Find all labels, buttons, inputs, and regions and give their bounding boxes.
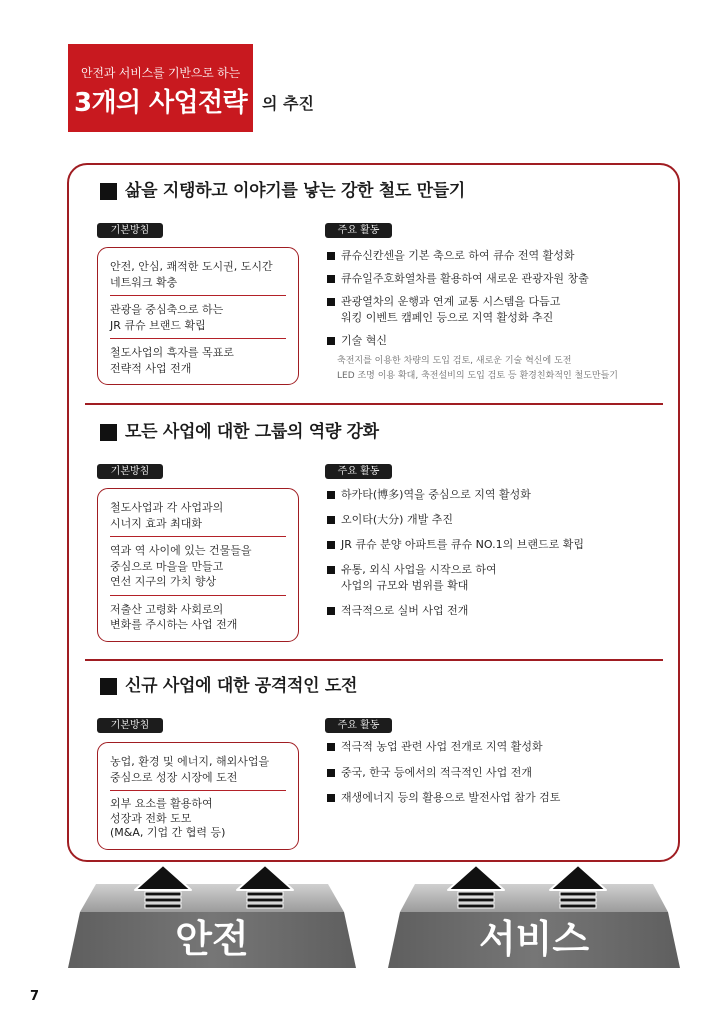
activity-text [341, 512, 453, 528]
activity-line: JR 큐슈 분양 아파트를 큐슈 NO.1의 브랜드로 확립 [341, 538, 584, 551]
activity-item [327, 562, 672, 594]
header-banner [68, 44, 253, 132]
arrow-stripe [247, 892, 283, 896]
activity-line: 큐슈일주호화열차를 활용하여 새로운 관광자원 창출 [341, 272, 589, 285]
square-bullet-icon [100, 424, 117, 441]
policy-box [97, 247, 299, 385]
policy-box [97, 488, 299, 642]
header-suffix: 의 추진 [262, 94, 314, 113]
policy-line: 철도사업과 각 사업과의 [110, 501, 224, 514]
section-divider [85, 659, 663, 661]
section-strong-railway [69, 180, 678, 412]
square-bullet-icon [327, 541, 335, 549]
policy-box [97, 742, 299, 850]
policy-tag: 기본방침 [97, 223, 163, 238]
activity-item [327, 537, 672, 553]
policy-line: 철도사업의 흑자를 목표로 [110, 346, 234, 359]
square-bullet-icon [327, 743, 335, 751]
activity-note [337, 354, 618, 384]
square-bullet-icon [327, 607, 335, 615]
activity-line: 유통, 외식 사업을 시작으로 하여 [341, 563, 497, 576]
activity-item [327, 765, 672, 781]
policy-line: 네트워크 확충 [110, 275, 178, 289]
safety-block-top [80, 884, 344, 912]
policy-item [110, 259, 286, 290]
section-title: 모든 사업에 대한 그룹의 역량 강화 [125, 422, 379, 442]
arrow-head [550, 865, 606, 890]
arrow-stripe [458, 904, 494, 908]
activity-line: 중국, 한국 등에서의 적극적인 사업 전개 [341, 765, 532, 779]
arrow-stripe [145, 904, 181, 908]
policy-line: 농업, 환경 및 에너지, 해외사업을 [110, 755, 270, 768]
policy-line: 안전, 안심, 쾌적한 도시권, 도시간 [110, 260, 273, 273]
section-group-capability [69, 421, 678, 653]
square-bullet-icon [327, 516, 335, 524]
policy-item [110, 500, 286, 531]
section-title: 신규 사업에 대한 공격적인 도전 [125, 676, 358, 696]
square-bullet-icon [327, 252, 335, 260]
square-bullet-icon [327, 275, 335, 283]
policy-line: 연선 지구의 가치 향상 [110, 575, 217, 588]
header-title: 3개의 사업전략 [73, 88, 248, 118]
section-title: 삶을 지탱하고 이야기를 낳는 강한 철도 만들기 [125, 181, 466, 201]
arrow-stripe [560, 892, 596, 896]
square-bullet-icon [327, 491, 335, 499]
note-line: LED 조명 이용 확대, 축전설비의 도입 검토 등 환경친화적인 철도만들기 [337, 371, 618, 381]
safety-block-label: 안전 [175, 917, 249, 961]
activity-item [327, 487, 672, 503]
activity-line: 관광열차의 운행과 연계 교통 시스템을 다듬고 [341, 295, 561, 308]
square-bullet-icon [327, 298, 335, 306]
strategy-frame [67, 163, 680, 862]
policy-item [110, 338, 286, 376]
square-bullet-icon [100, 183, 117, 200]
arrow-stripe [560, 904, 596, 908]
service-block [388, 884, 680, 968]
activity-text [341, 271, 589, 287]
arrow-stripe [560, 898, 596, 902]
section-title-row [100, 421, 379, 443]
activity-line: 사업의 규모와 범위를 확대 [341, 579, 469, 592]
policy-line: 관광을 중심축으로 하는 [110, 303, 224, 316]
policy-tag: 기본방침 [97, 718, 163, 733]
activity-line: 적극적으로 실버 사업 전개 [341, 604, 469, 617]
policy-item [110, 790, 286, 841]
policy-line: 변화를 주시하는 사업 전개 [110, 618, 238, 631]
activities-tag: 주요 활동 [325, 223, 392, 238]
square-bullet-icon [327, 769, 335, 777]
safety-block [68, 884, 356, 968]
activity-text [341, 603, 468, 619]
activity-line: 워킹 이벤트 캠페인 등으로 지역 활성화 추진 [341, 311, 554, 324]
activity-item [327, 512, 672, 528]
arrow-stripe [145, 892, 181, 896]
square-bullet-icon [327, 794, 335, 802]
square-bullet-icon [327, 337, 335, 345]
activity-item [327, 739, 672, 755]
policy-line: JR 큐슈 브랜드 확립 [110, 318, 206, 332]
arrow-stripe [145, 898, 181, 902]
activities-tag: 주요 활동 [325, 718, 392, 733]
activity-text [341, 294, 560, 326]
arrow-stripe [247, 904, 283, 908]
page-number: 7 [30, 989, 40, 1004]
foundation-blocks [0, 860, 720, 975]
activity-text [341, 765, 532, 781]
policy-item [110, 536, 286, 590]
policy-tag: 기본방침 [97, 464, 163, 479]
section-title-row [100, 675, 357, 697]
service-block-label: 서비스 [478, 917, 590, 961]
service-block-top [400, 884, 668, 912]
arrow-stripe [247, 898, 283, 902]
activity-list [327, 739, 672, 806]
activity-text [341, 562, 497, 594]
activity-text [341, 790, 560, 806]
activity-text [341, 739, 543, 755]
activity-text [341, 248, 575, 264]
activity-item [327, 271, 672, 287]
arrow-head [448, 865, 504, 890]
arrow-stripe [458, 898, 494, 902]
activity-text [341, 487, 531, 503]
arrow-head [237, 865, 293, 890]
section-title-row [100, 180, 465, 202]
header-subtitle: 안전과 서비스를 기반으로 하는 [81, 66, 240, 80]
policy-line: 역과 역 사이에 있는 건물들을 [110, 544, 252, 557]
activity-text [337, 333, 618, 384]
activity-line: 큐슈신칸센을 기본 축으로 하여 큐슈 전역 활성화 [341, 249, 575, 262]
activity-list [327, 487, 672, 619]
policy-item [110, 595, 286, 633]
arrow-stripe [458, 892, 494, 896]
activity-line: 오이타(大分) 개발 추진 [341, 513, 453, 526]
activity-item [327, 248, 672, 264]
activity-item [327, 333, 672, 384]
policy-line: 성장과 전화 도모 [110, 811, 192, 825]
square-bullet-icon [327, 566, 335, 574]
activity-item [327, 294, 672, 326]
section-divider [85, 403, 663, 405]
arrow-head [135, 865, 191, 890]
activities-tag: 주요 활동 [325, 464, 392, 479]
policy-line: 시너지 효과 최대화 [110, 516, 203, 530]
activity-text [341, 537, 584, 553]
activity-item [327, 790, 672, 806]
policy-item [110, 754, 286, 785]
policy-line: 전략적 사업 전개 [110, 361, 192, 375]
activity-line: 기술 혁신 [341, 334, 388, 347]
policy-line: (M&A, 기업 간 협력 등) [110, 826, 226, 839]
activity-line: 하카타(博多)역을 중심으로 지역 활성화 [341, 488, 531, 501]
policy-item [110, 295, 286, 333]
activity-line: 재생에너지 등의 활용으로 발전사업 참가 검토 [341, 791, 561, 804]
activity-list [327, 248, 672, 384]
policy-line: 저출산 고령화 사회로의 [110, 602, 224, 616]
activity-line: 적극적 농업 관련 사업 전개로 지역 활성화 [341, 740, 543, 753]
policy-line: 중심으로 마을을 만들고 [110, 559, 224, 573]
policy-line: 외부 요소를 활용하여 [110, 797, 213, 810]
activity-item [327, 603, 672, 619]
note-line: 축전지를 이용한 차량의 도입 검토, 새로운 기술 혁신에 도전 [337, 356, 572, 366]
square-bullet-icon [100, 678, 117, 695]
policy-line: 중심으로 성장 시장에 도전 [110, 770, 238, 784]
